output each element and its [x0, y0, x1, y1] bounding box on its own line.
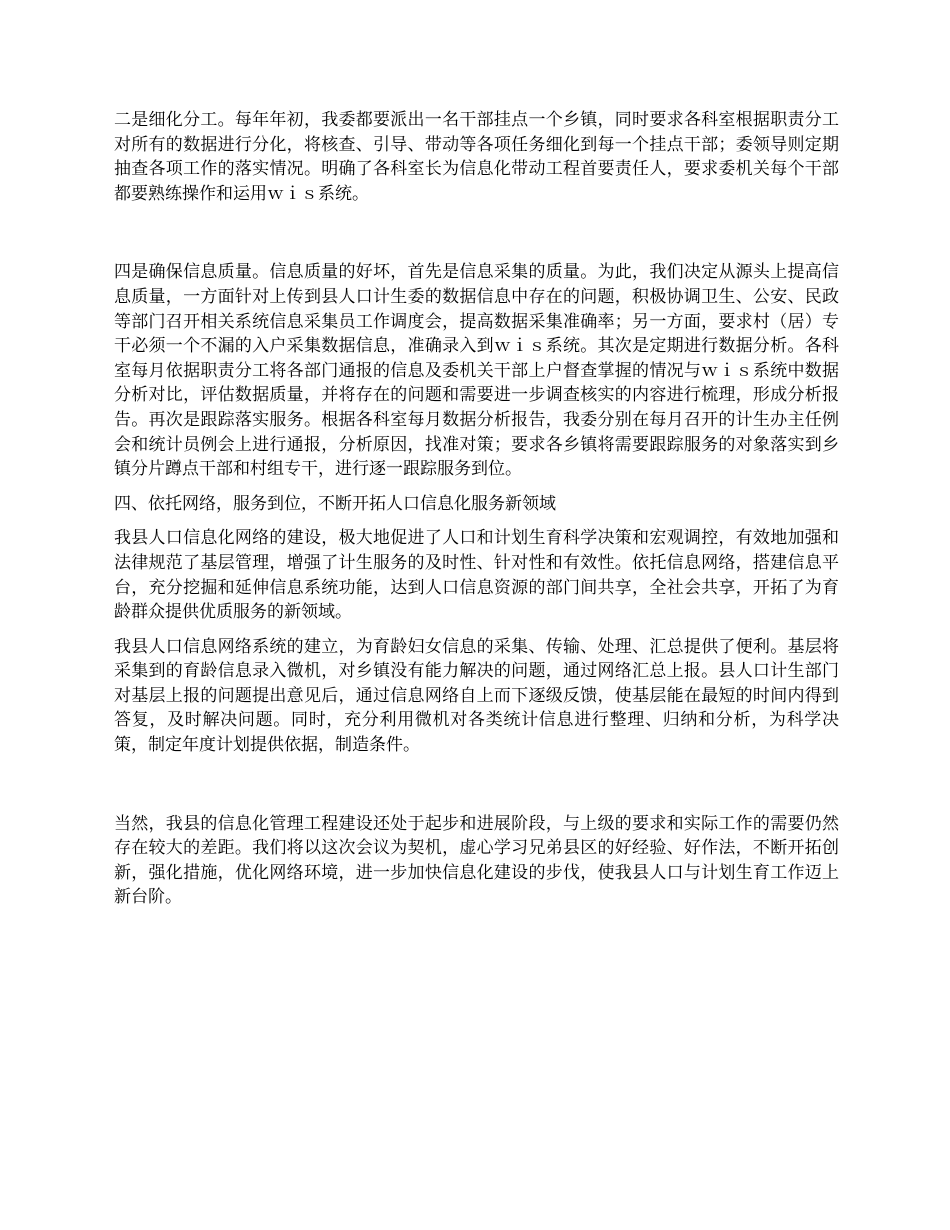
paragraph-network-construction: 我县人口信息化网络的建设，极大地促进了人口和计划生育科学决策和宏观调控，有效地加强和法律规范了基层管理，增强了计生服务的及时性、针对性和有效性。依托信息网络，搭建信息平台，充分挖掘和延伸信息系统功能，达到人口信息资源的部门间共享，全社会共享，开拓了为育龄群众提供优质服务的新领域。 — [114, 528, 839, 623]
paragraph-spacer — [114, 516, 839, 526]
paragraph-spacer — [114, 625, 839, 635]
section-heading-network-service: 四、依托网络，服务到位，不断开拓人口信息化服务新领域 — [114, 493, 556, 514]
paragraph-spacer — [114, 482, 839, 492]
paragraph-information-quality: 四是确保信息质量。信息质量的好坏，首先是信息采集的质量。为此，我们决定从源头上提高信息质量，一方面针对上传到县人口计生委的数据信息中存在的问题，积极协调卫生、公安、民政等部门召开相关系统信息采集员工作调度会，提高数据采集准确率；另一方面，要求村（居）专干必须一个不漏的入户采集数据信息，准确录入到ｗｉｓ系统。其次是定期进行数据分析。各科室每月依据职责分工将各部门通报的信息及委机关干部上户督查掌握的情况与ｗｉｓ系统中数据分析对比，评估数据质量，并将存在的问题和需要进一步调查核实的内容进行梳理，形成分析报告。再次是跟踪落实服务。根据各科室每月数据分析报告，我委分别在每月召开的计生办主任例会和统计员例会上进行通报，分析原因，找准对策；要求各乡镇将需要跟踪服务的对象落实到乡镇分片蹲点干部和村组专干，进行逐一跟踪服务到位。 — [114, 262, 839, 480]
paragraph-network-system: 我县人口信息网络系统的建立，为育龄妇女信息的采集、传输、处理、汇总提供了便利。基层将采集到的育龄信息录入微机，对乡镇没有能力解决的问题，通过网络汇总上报。县人口计生部门对基层上报的问题提出意见后，通过信息网络自上而下逐级反馈，使基层能在最短的时间内得到答复，及时解决问题。同时，充分利用微机对各类统计信息进行整理、归纳和分析，为科学决策，制定年度计划提供依据，制造条件。 — [114, 636, 839, 756]
paragraph-spacer — [114, 758, 839, 812]
paragraph-spacer — [114, 206, 839, 260]
document-body — [114, 108, 839, 910]
paragraph-division-of-labor: 二是细化分工。每年年初，我委都要派出一名干部挂点一个乡镇，同时要求各科室根据职责分工对所有的数据进行分化，将核查、引导、带动等各项任务细化到每一个挂点干部；委领导则定期抽查各项工作的落实情况。明确了各科室长为信息化带动工程首要责任人，要求委机关每个干部都要熟练操作和运用ｗｉｓ系统。 — [114, 110, 839, 204]
paragraph-conclusion: 当然，我县的信息化管理工程建设还处于起步和进展阶段，与上级的要求和实际工作的需要仍然存在较大的差距。我们将以这次会议为契机，虚心学习兄弟县区的好经验、好作法，不断开拓创新，强化措施，优化网络环境，进一步加快信息化建设的步伐，使我县人口与计划生育工作迈上新台阶。 — [114, 813, 839, 908]
